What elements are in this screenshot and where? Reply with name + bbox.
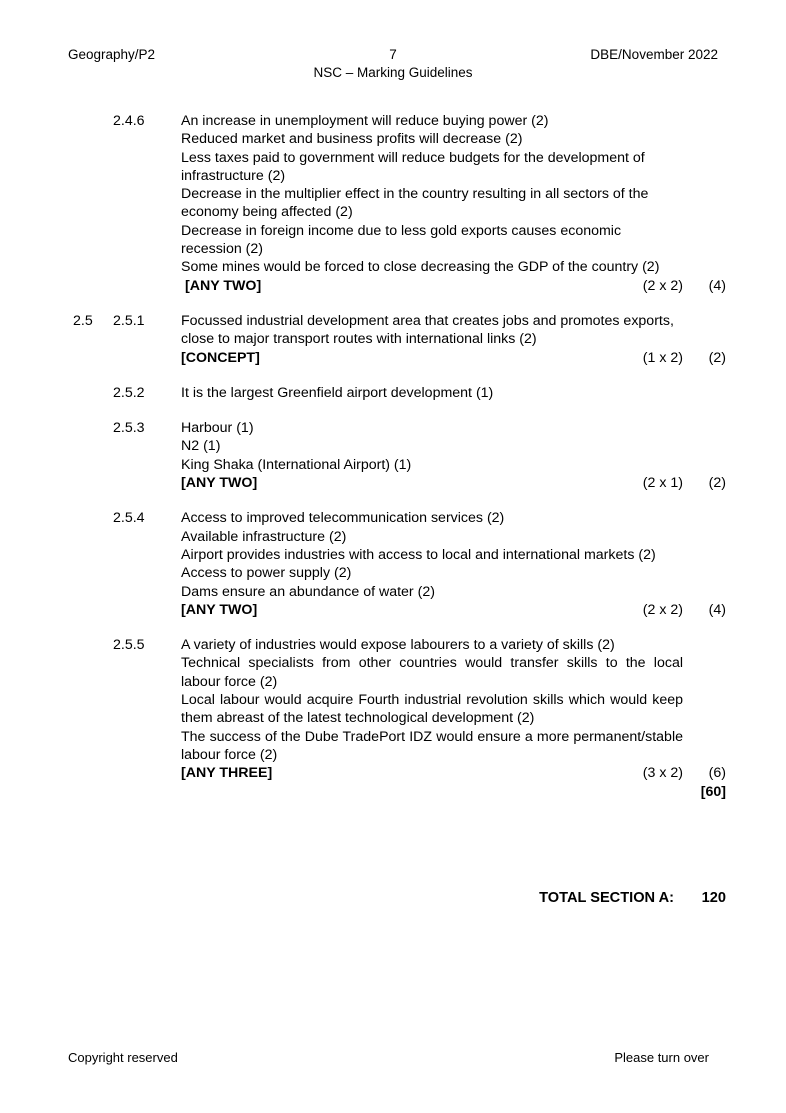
question-number: 2.5.3: [113, 420, 145, 437]
answer-line: N2 (1): [181, 438, 221, 455]
question-number: 2.4.6: [113, 113, 145, 129]
answer-body: [181, 636, 726, 800]
answer-line: Focussed industrial development area that creates jobs and promotes exports, close to major transport routes with international links (2): [181, 312, 674, 348]
answer-line: Decrease in the multiplier effect in the country resulting in all sectors of the economy being affected (2): [181, 186, 649, 221]
answer-line: Access to improved telecommunication services (2): [181, 510, 505, 527]
answer-line: Reduced market and business profits will decrease (2): [181, 131, 523, 148]
answer-line: Technical specialists from other countries would transfer skills to the local labour force (2): [181, 655, 683, 690]
answer-instruction-tag-label: [ANY TWO]: [185, 277, 262, 294]
answer-line: Decrease in foreign income due to less gold exports causes economic recession (2): [181, 222, 622, 258]
question-number: 2.5.1: [113, 312, 145, 329]
marks-total: (4): [708, 601, 726, 618]
answer-line: Local labour would acquire Fourth industrial revolution skills which would keep them abreast of the latest technological development (2): [181, 692, 683, 727]
section-subtotal: [60]: [700, 783, 726, 800]
answer-list: [0, 112, 786, 800]
page-number: 7: [389, 47, 397, 62]
answer-body: [181, 112, 726, 295]
footer-turn-over: Please turn over: [614, 1050, 709, 1065]
footer-copyright: Copyright reserved: [68, 1050, 178, 1065]
answer-line: King Shaka (International Airport) (1): [181, 456, 412, 473]
answer-line: A variety of industries would expose labourers to a variety of skills (2): [181, 637, 615, 654]
answer-line: It is the largest Greenfield airport development (1): [181, 384, 494, 401]
question-block: [0, 312, 786, 367]
answer-line: Access to power supply (2): [181, 565, 352, 582]
question-block: [0, 509, 786, 619]
marks-total: (6): [708, 765, 726, 782]
answer-instruction-tag: [181, 349, 726, 367]
answer-instruction-tag: [181, 764, 726, 782]
answer-body: [181, 384, 683, 402]
question-number: 2.5.5: [113, 637, 145, 654]
answer-line: Less taxes paid to government will reduce budgets for the development of infrastructure (2): [181, 149, 645, 184]
answer-instruction-tag: [181, 474, 726, 492]
answer-instruction-tag-label: [ANY TWO]: [181, 475, 258, 492]
answer-line: Some mines would be forced to close decreasing the GDP of the country (2): [181, 259, 660, 276]
answer-instruction-tag-label: [ANY THREE]: [181, 765, 273, 782]
total-section-a: [0, 889, 726, 908]
total-section-a-value: 120: [701, 890, 726, 906]
question-major-number: 2.5: [73, 312, 93, 329]
running-head: [68, 46, 718, 86]
answer-line: An increase in unemployment will reduce buying power (2): [181, 113, 549, 129]
header-source: DBE/November 2022: [590, 47, 718, 62]
answer-body: [181, 419, 726, 492]
marks-total: (2): [708, 349, 726, 366]
marks-total: (4): [708, 277, 726, 294]
question-block: [0, 636, 786, 800]
marks-calculation: (3 x 2): [642, 765, 683, 782]
answer-instruction-tag: [181, 277, 726, 295]
answer-line: The success of the Dube TradePort IDZ would ensure a more permanent/stable labour force (2): [181, 728, 683, 763]
answer-body: [181, 509, 726, 619]
marks-calculation: (2 x 1): [642, 475, 683, 492]
question-number: 2.5.4: [113, 510, 145, 527]
marks-calculation: (2 x 2): [642, 601, 683, 618]
question-block: [0, 112, 786, 295]
marks-calculation: (2 x 2): [642, 277, 683, 294]
answer-instruction-tag-label: [ANY TWO]: [181, 601, 258, 618]
page-footer: [68, 1049, 709, 1069]
answer-instruction-tag-label: [CONCEPT]: [181, 349, 260, 366]
question-number: 2.5.2: [113, 384, 145, 401]
answer-line: Airport provides industries with access to local and international markets (2): [181, 546, 656, 563]
question-block: [0, 384, 786, 402]
question-block: [0, 419, 786, 492]
answer-instruction-tag: [181, 601, 726, 619]
header-subtitle: NSC – Marking Guidelines: [313, 65, 473, 80]
answer-line: Harbour (1): [181, 420, 254, 437]
marks-calculation: (1 x 2): [642, 349, 683, 366]
header-subject: Geography/P2: [68, 47, 156, 62]
answer-line: Available infrastructure (2): [181, 528, 347, 545]
marks-total: (2): [708, 475, 726, 492]
answer-line: Dams ensure an abundance of water (2): [181, 583, 435, 600]
total-section-a-label: TOTAL SECTION A:: [539, 890, 674, 906]
answer-body: [181, 312, 726, 367]
